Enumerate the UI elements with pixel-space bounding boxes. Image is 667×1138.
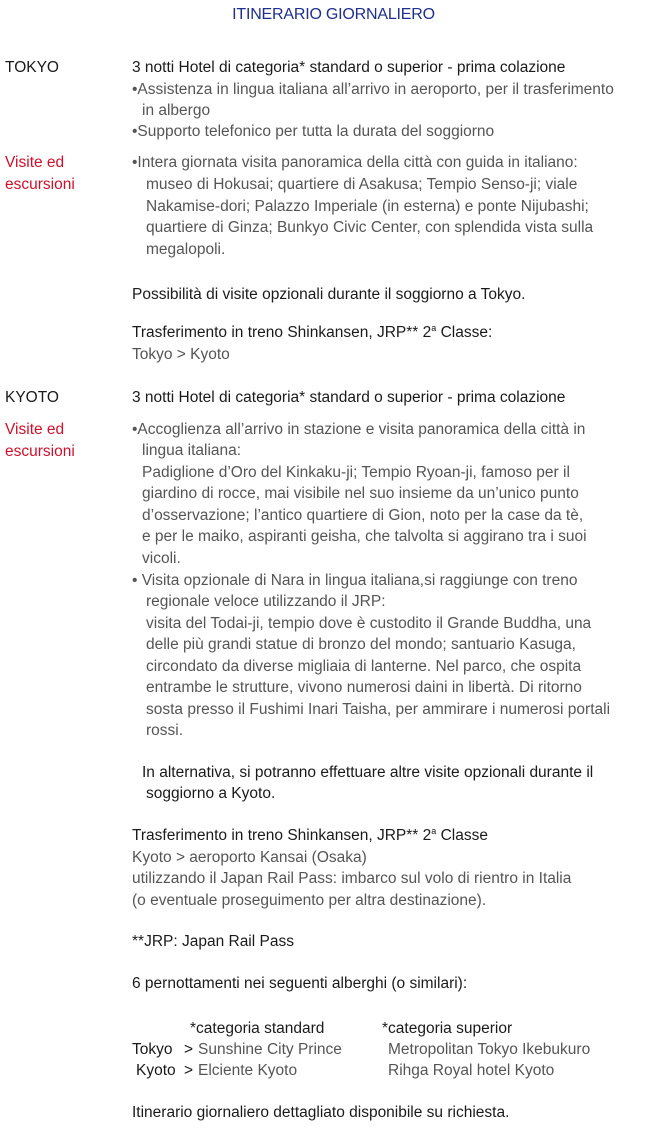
tokyo-transfer-class: Classe: bbox=[436, 324, 493, 341]
kyoto-visit-line: d’osservazione; l’antico quartiere di Gion, noto per la case da tè, bbox=[142, 507, 584, 524]
kyoto-nara-line: circondato da diverse migliaia di lanterne. Nel parco, che ospita bbox=[146, 658, 582, 675]
tokyo-visit-line: museo di Hokusai; quartiere di Asakusa; Tempio Senso-ji; viale bbox=[146, 176, 578, 193]
kyoto-visit-line: e per le maiko, aspiranti geisha, che talvolta si aggirano tra i suoi bbox=[142, 528, 587, 545]
tokyo-visit-line: Nakamise-dori; Palazzo Imperiale (in esterna) e ponte Nijubashi; bbox=[146, 198, 589, 215]
kyoto-visits-label: Visite ed escursioni bbox=[5, 421, 75, 460]
hotel-city: Tokyo bbox=[132, 1041, 173, 1058]
tokyo-assistance: •Assistenza in lingua italiana all’arrivo in aeroporto, per il trasferimento bbox=[132, 81, 614, 98]
kyoto-alternative: soggiorno a Kyoto. bbox=[146, 785, 276, 802]
tokyo-assistance-cont: in albergo bbox=[142, 102, 211, 119]
city-label-kyoto: KYOTO bbox=[5, 389, 59, 406]
kyoto-transfer-text: Trasferimento in treno Shinkansen, JRP** 2 bbox=[132, 827, 432, 844]
kyoto-visit-line: giardino di rocce, mai visibile nel suo insieme da un’unico punto bbox=[142, 485, 579, 502]
header-superior: *categoria superior bbox=[382, 1020, 513, 1037]
kyoto-nara-line: rossi. bbox=[146, 722, 184, 739]
kyoto-transfer bbox=[132, 825, 488, 847]
kyoto-visit-line: vicoli. bbox=[142, 550, 181, 567]
tokyo-visit-line: •Intera giornata visita panoramica della città con guida in italiano: bbox=[132, 154, 578, 171]
hotel-city: Kyoto bbox=[136, 1062, 176, 1079]
hotel-standard: Elciente Kyoto bbox=[198, 1062, 298, 1079]
tokyo-hotel-line: 3 notti Hotel di categoria* standard o superior - prima colazione bbox=[132, 59, 566, 76]
kyoto-visit-line: lingua italiana: bbox=[142, 442, 242, 459]
header-standard: *categoria standard bbox=[190, 1020, 325, 1037]
kyoto-hotel-line: 3 notti Hotel di categoria* standard o superior - prima colazione bbox=[132, 389, 566, 406]
kyoto-route-note: (o eventuale proseguimento per altra destinazione). bbox=[132, 892, 487, 909]
hotel-sep: > bbox=[184, 1062, 194, 1079]
tokyo-visits-label: Visite ed escursioni bbox=[5, 154, 75, 193]
tokyo-transfer bbox=[132, 322, 492, 344]
kyoto-visit-line: •Accoglienza all’arrivo in stazione e visita panoramica della città in bbox=[132, 421, 586, 438]
kyoto-nara-line: sosta presso il Fushimi Inari Taisha, per ammirare i numerosi portali bbox=[146, 701, 611, 718]
kyoto-visit-line: Padiglione d’Oro del Kinkaku-ji; Tempio Ryoan-ji, famoso per il bbox=[142, 464, 570, 481]
page-title: ITINERARIO GIORNALIERO bbox=[232, 6, 435, 23]
kyoto-nara-line: visita del Todai-ji, tempio dove è custodito il Grande Buddha, una bbox=[146, 615, 592, 632]
city-label-tokyo: TOKYO bbox=[5, 59, 59, 76]
kyoto-alternative: In alternativa, si potranno effettuare altre visite opzionali durante il bbox=[142, 764, 594, 781]
kyoto-route-note: utilizzando il Japan Rail Pass: imbarco sul volo di rientro in Italia bbox=[132, 870, 572, 887]
tokyo-transfer-sup: a bbox=[431, 322, 437, 333]
kyoto-transfer-sup: a bbox=[431, 825, 437, 836]
kyoto-transfer-class: Classe bbox=[436, 827, 488, 844]
footer-note: Itinerario giornaliero dettagliato disponibile su richiesta. bbox=[132, 1104, 510, 1121]
jrp-note: **JRP: Japan Rail Pass bbox=[132, 933, 294, 950]
kyoto-route: Kyoto > aeroporto Kansai (Osaka) bbox=[132, 849, 367, 866]
nights-note: 6 pernottamenti nei seguenti alberghi (o similari): bbox=[132, 975, 468, 992]
kyoto-nara-line: entrambe le strutture, vivono numerosi daini in libertà. Di ritorno bbox=[146, 679, 582, 696]
kyoto-nara-line: regionale veloce utilizzando il JRP: bbox=[146, 593, 386, 610]
tokyo-visit-line: quartiere di Ginza; Bunkyo Civic Center, con splendida vista sulla bbox=[146, 219, 594, 236]
tokyo-visit-line: megalopoli. bbox=[146, 241, 226, 258]
tokyo-optional-visits: Possibilità di visite opzionali durante il soggiorno a Tokyo. bbox=[132, 286, 526, 303]
hotel-superior: Metropolitan Tokyo Ikebukuro bbox=[388, 1041, 591, 1058]
kyoto-nara-line: • Visita opzionale di Nara in lingua italiana,si raggiunge con treno bbox=[132, 572, 578, 589]
tokyo-transfer-text: Trasferimento in treno Shinkansen, JRP** 2 bbox=[132, 324, 432, 341]
hotel-superior: Rihga Royal hotel Kyoto bbox=[388, 1062, 555, 1079]
hotel-sep: > bbox=[184, 1041, 194, 1058]
kyoto-nara-line: delle più grandi statue di bronzo del mondo; santuario Kasuga, bbox=[146, 636, 576, 653]
hotel-standard: Sunshine City Prince bbox=[198, 1041, 342, 1058]
tokyo-phone-support: •Supporto telefonico per tutta la durata del soggiorno bbox=[132, 123, 495, 140]
tokyo-route: Tokyo > Kyoto bbox=[132, 346, 230, 363]
